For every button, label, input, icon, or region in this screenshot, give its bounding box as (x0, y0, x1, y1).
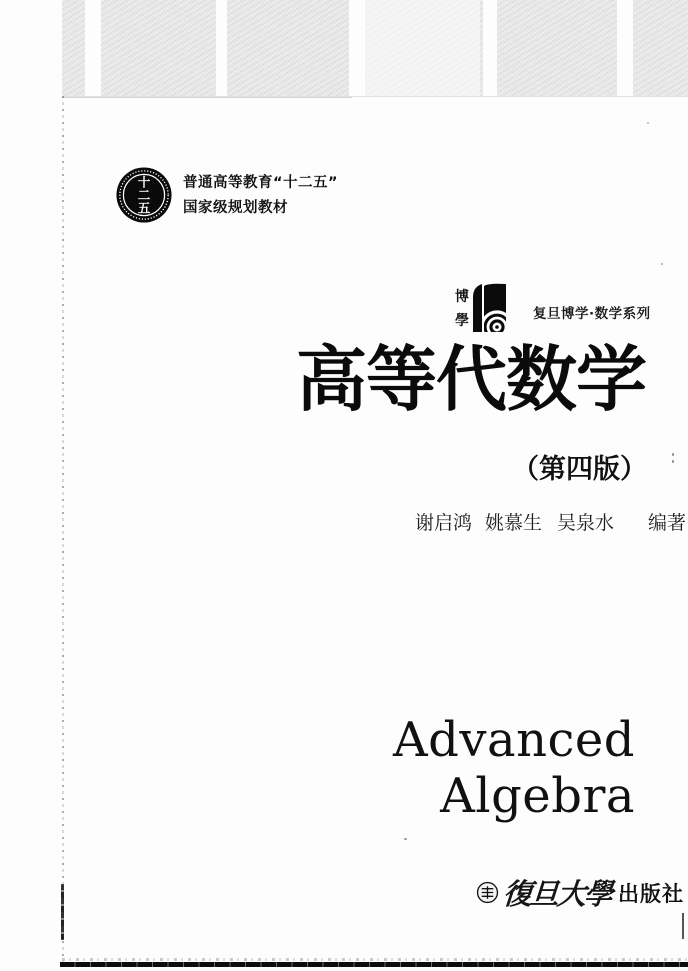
award-badge-line2: 国家级规划教材 (183, 200, 288, 216)
english-title-line2: Algebra (440, 768, 635, 824)
scan-bottom-black-bar (60, 962, 688, 967)
boxue-char-1: 博 (455, 289, 469, 305)
english-title-line1: Advanced (392, 712, 635, 768)
scan-bottom-fuzz-line (62, 958, 688, 961)
scan-band-gap (483, 0, 497, 96)
award-badge-line1: 普通高等教育“十二五” (183, 175, 339, 191)
book-title: 高等代数学 (296, 337, 647, 421)
scan-page-left-edge-line (62, 96, 64, 962)
publisher-suffix: 出版社 (618, 881, 685, 906)
boxue-char-2: 學 (455, 313, 469, 329)
scan-speck (672, 453, 674, 456)
scan-right-edge-mark (682, 913, 684, 939)
seal-char-3: 五 (137, 200, 151, 216)
award-badge (115, 166, 339, 224)
boxue-logo-icon (450, 280, 508, 336)
scan-speck (404, 838, 407, 840)
author-name: 谢启鸿 (415, 512, 473, 534)
seal-char-2: 二 (137, 187, 151, 203)
five-year-plan-seal-icon (115, 166, 173, 224)
scan-artifact-top-band (62, 0, 688, 97)
author-name: 姚慕生 (485, 512, 543, 534)
edition-label: （第四版） (512, 454, 647, 485)
scan-speck (672, 460, 674, 463)
authors-line (415, 508, 686, 535)
book-title-english (393, 712, 635, 824)
scan-page-top-edge-line (62, 97, 352, 98)
publisher-line (476, 872, 684, 913)
scan-band-gap (349, 0, 365, 96)
publisher-calligraphy: 復旦大學 (501, 877, 613, 911)
seal-char-1: 十 (137, 174, 151, 190)
scan-left-edge-dark-mark (61, 884, 64, 940)
author-name: 吴泉水 (557, 512, 615, 534)
award-badge-text (183, 171, 403, 221)
scan-band-gap (617, 0, 633, 96)
scan-speck (647, 122, 649, 124)
scan-speck (661, 263, 663, 265)
authors-role: 编著 (648, 512, 687, 534)
series-label: 复旦博学·数学系列 (533, 306, 651, 322)
scan-band-gap (216, 0, 227, 96)
scan-band-gap (85, 0, 101, 96)
fudan-press-seal-icon (476, 881, 499, 904)
scan-band-light-block (365, 0, 480, 96)
